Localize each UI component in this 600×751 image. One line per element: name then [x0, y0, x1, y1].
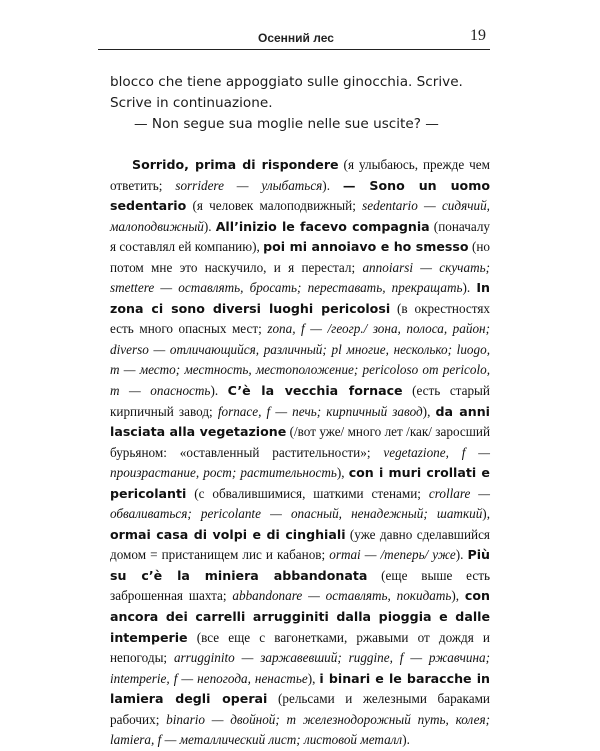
vocab-gloss: annoiarsi — скучать; smettere — оставлять, бросать; переставать, прекращать: [110, 259, 490, 296]
translation-text: (рельсами и железными бараками рабочих;: [110, 691, 490, 727]
dialogue-line: — Non segue sua moglie nelle sue uscite? —: [134, 116, 439, 132]
translation-text: (уже давно сделавшийся домом = пристанищем лис и кабанов;: [110, 526, 490, 563]
vocab-gloss: arrugginito — заржавевший; ruggine, f — ржавчина; intemperie, f — непогода, ненастье: [110, 650, 490, 686]
running-header: [98, 22, 490, 50]
translation-text: ).: [210, 383, 228, 399]
translation-text: ),: [336, 465, 349, 481]
translation-text: ).: [455, 547, 468, 563]
translation-text: (еще выше есть заброшенная шахта;: [110, 567, 490, 604]
translation-text: (с обвалившимися, шаткими стенами;: [186, 485, 429, 501]
vocab-gloss: zona, f — /геогр./ зона, полоса, район; diverso — отличающийся, различный; pl многие, несколько; luogo, m — место; местность, местоположение; pericoloso от pericolo, m — опасность: [110, 321, 490, 399]
italian-phrase: Più su c’è la miniera abbandonata: [110, 547, 490, 583]
italian-phrase: — Sono un uomo sedentario: [110, 177, 490, 214]
italian-phrase: C’è la vecchia fornace: [227, 383, 403, 399]
translation-text: (я улыбаюсь, прежде чем ответить;: [110, 157, 490, 193]
translation-text: (но потом мне это наскучило, и я перестал;: [110, 239, 490, 275]
intro-paragraph: blocco che tiene appoggiato sulle ginocchia. Scrive. Scrive in continuazione.: [110, 74, 463, 111]
italian-phrase: ormai casa di volpi e di cinghiali: [110, 526, 346, 542]
italian-phrase: All’inizio le facevo compagnia: [215, 218, 430, 234]
italian-phrase: i binari e le baracche in lamiera degli operai: [110, 670, 490, 707]
italian-phrase: da anni lasciata alla vegetazione: [110, 403, 490, 440]
translation-text: ),: [451, 588, 465, 604]
vocab-gloss: ormai — /теперь/ уже: [329, 547, 456, 563]
annotated-text: [110, 155, 490, 751]
vocab-gloss: sedentario — сидячий, малоподвижный: [110, 198, 490, 234]
translation-text: (все еще с вагонетками, ржавыми от дождя и непогоды;: [110, 629, 490, 666]
translation-text: (есть старый кирпичный завод;: [110, 383, 490, 419]
italian-phrase: In zona ci sono diversi luoghi pericolosi: [110, 280, 490, 316]
italian-phrase: con i muri crollati e pericolanti: [110, 465, 490, 501]
header-rule: [98, 49, 490, 50]
translation-text: ).: [462, 280, 477, 296]
vocab-gloss: sorridere — улыбаться: [175, 177, 323, 193]
translation-text: ).: [402, 732, 410, 748]
translation-text: ),: [422, 403, 436, 419]
vocab-gloss: binario — двойной; m железнодорожный путь, колея; lamiera, f — металлический лист; листовой металл: [110, 711, 490, 748]
italian-phrase: Sorrido, prima di rispondere: [132, 157, 339, 172]
vocab-gloss: crollare — обваливаться; pericolante — опасный, ненадежный; шаткий: [110, 485, 490, 522]
vocab-gloss: vegetazione, f — произрастание, рост; растительность: [110, 444, 491, 481]
translation-text: ),: [482, 506, 490, 522]
translation-text: (в окрестностях есть много опасных мест;: [110, 300, 490, 337]
translation-text: ),: [307, 670, 320, 686]
annotated-paragraph: [110, 155, 490, 751]
translation-text: (поначалу я составлял ей компанию),: [110, 218, 491, 255]
italian-phrase: con ancora dei carrelli arrugginiti dalla pioggia e dalle intemperie: [110, 588, 490, 645]
vocab-gloss: abbandonare — оставлять, покидать: [232, 588, 452, 604]
translation-text: ).: [203, 218, 216, 234]
translation-text: (/вот уже/ много лет /как/ заросший бурьяном: «оставленный растительности»;: [110, 424, 490, 460]
intro-block: [110, 72, 490, 135]
translation-text: ).: [322, 177, 343, 193]
vocab-gloss: fornace, f — печь; кирпичный завод: [217, 403, 423, 419]
page-number: 19: [470, 27, 486, 44]
translation-text: (я человек малоподвижный;: [186, 198, 363, 214]
italian-phrase: poi mi annoiavo e ho smesso: [263, 239, 469, 255]
running-title: Осенний лес: [258, 31, 334, 45]
